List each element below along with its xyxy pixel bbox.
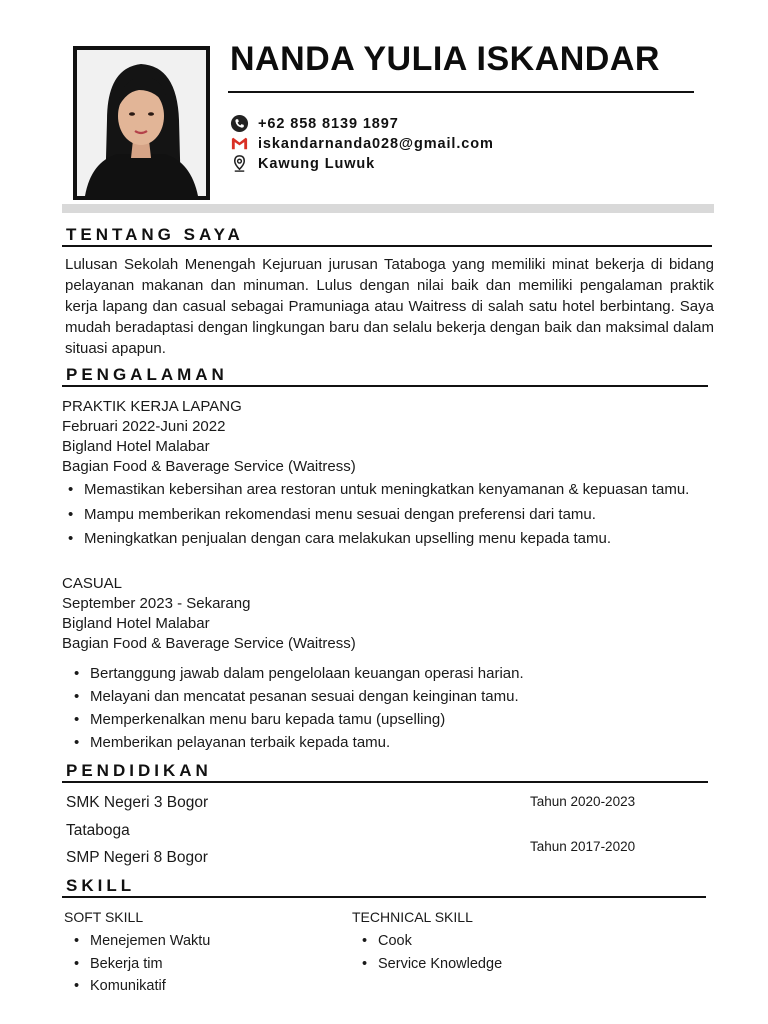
section-divider	[62, 245, 712, 247]
list-item: • Cook	[352, 930, 502, 953]
section-title-about: TENTANG SAYA	[66, 225, 244, 244]
job-company: Bigland Hotel Malabar	[62, 438, 210, 455]
list-item: • Memperkenalkan menu baru kepada tamu (upselling)	[68, 708, 668, 731]
section-divider	[62, 896, 706, 898]
list-item: • Mampu memberikan rekomendasi menu sesuai dengan preferensi dari tamu.	[62, 504, 712, 527]
location-text: Kawung Luwuk	[258, 155, 376, 172]
profile-photo	[73, 46, 210, 200]
job-period: September 2023 - Sekarang	[62, 595, 251, 612]
soft-skill-list	[64, 930, 210, 998]
school-major: Tataboga	[66, 822, 130, 839]
list-item: • Menejemen Waktu	[64, 930, 210, 953]
school-name: SMK Negeri 3 Bogor	[66, 794, 209, 811]
list-item: • Komunikatif	[64, 975, 210, 998]
contact-phone	[230, 114, 399, 133]
header-band	[62, 204, 714, 213]
section-title-experience: PENGALAMAN	[66, 365, 228, 384]
section-divider	[62, 385, 708, 387]
list-item: • Meningkatkan penjualan dengan cara melakukan upselling menu kepada tamu.	[62, 528, 712, 551]
resume-name: NANDA YULIA ISKANDAR	[230, 40, 660, 78]
soft-skill-heading: SOFT SKILL	[64, 909, 144, 925]
name-divider	[228, 91, 694, 93]
list-item: • Memberikan pelayanan terbaik kepada tamu.	[68, 731, 668, 754]
school-year: Tahun 2017-2020	[530, 839, 636, 854]
phone-text[interactable]: +62 858 8139 1897	[258, 115, 399, 132]
section-divider	[62, 781, 708, 783]
list-item: • Melayani dan mencatat pesanan sesuai dengan keinginan tamu.	[68, 685, 668, 708]
school-year: Tahun 2020-2023	[530, 794, 636, 809]
job-points	[68, 662, 668, 754]
job-role: CASUAL	[62, 575, 123, 592]
job-period: Februari 2022-Juni 2022	[62, 418, 226, 435]
location-pin-icon	[230, 154, 249, 173]
job-company: Bigland Hotel Malabar	[62, 615, 210, 632]
job-department: Bagian Food & Baverage Service (Waitress)	[62, 635, 356, 652]
gmail-icon	[230, 134, 249, 153]
contact-location	[230, 154, 375, 173]
about-paragraph: Lulusan Sekolah Menengah Kejuruan jurusan Tataboga yang memiliki minat bekerja di bidang pelayanan makanan dan minuman. Lulus dengan nilai baik dan memiliki pengalaman praktik kerja lapang dan casual sebagai Pramuniaga atau Waitress di salah satu hotel berbintang. Saya mudah beradaptasi dengan lingkungan baru dan selalu bekerja dengan baik dan maksimal dalam situasi apapun.	[65, 256, 714, 357]
contact-email	[230, 134, 494, 153]
list-item: • Bekerja tim	[64, 953, 210, 976]
section-title-skill: SKILL	[66, 876, 136, 895]
list-item: • Memastikan kebersihan area restoran untuk meningkatkan kenyamanan & kepuasan tamu.	[62, 479, 712, 502]
technical-skill-list	[352, 930, 502, 975]
list-item: • Bertanggung jawab dalam pengelolaan keuangan operasi harian.	[68, 662, 668, 685]
job-points	[62, 479, 712, 551]
profile-photo-image	[77, 50, 206, 196]
phone-icon	[230, 114, 249, 133]
email-text[interactable]: iskandarnanda028@gmail.com	[258, 135, 494, 152]
school-name: SMP Negeri 8 Bogor	[66, 849, 208, 866]
job-role: PRAKTIK KERJA LAPANG	[62, 398, 242, 415]
technical-skill-heading: TECHNICAL SKILL	[352, 909, 473, 925]
section-title-education: PENDIDIKAN	[66, 761, 212, 780]
job-department: Bagian Food & Baverage Service (Waitress)	[62, 458, 356, 475]
list-item: • Service Knowledge	[352, 953, 502, 976]
